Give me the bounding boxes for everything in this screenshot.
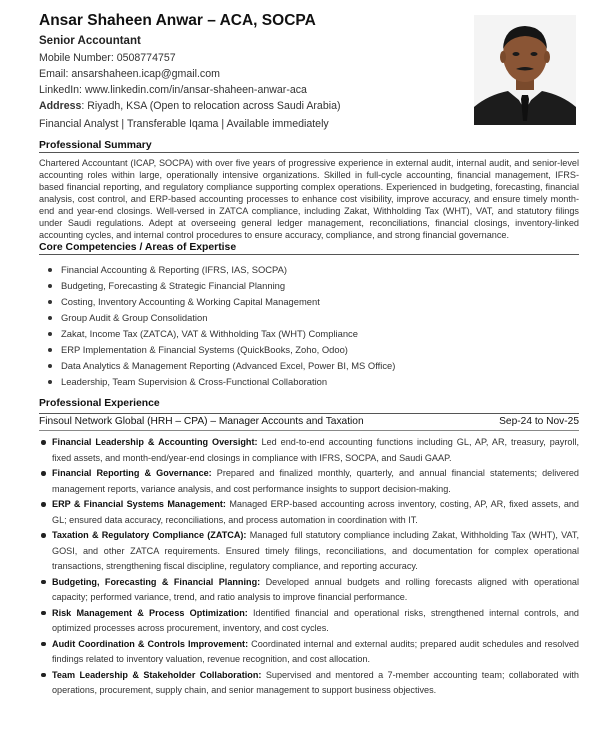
linkedin-url: LinkedIn: www.linkedin.com/in/ansar-shaheen-anwar-aca bbox=[39, 84, 307, 96]
list-item: Leadership, Team Supervision & Cross-Functional Collaboration bbox=[39, 374, 579, 390]
duty-text: Identified financial and operational risks, strengthened internal controls, and optimized processes across procurement, inventory, and cost cycles. bbox=[52, 607, 579, 633]
duties-list bbox=[39, 435, 579, 699]
address-value: : Riyadh, KSA (Open to relocation across Saudi Arabia) bbox=[81, 100, 341, 112]
duty-text: Managed ERP-based accounting across inventory, costing, AP, AR, fixed assets, and GL; ensured data accuracy, reconciliations, and process automation in coordination with IT. bbox=[52, 499, 579, 525]
competencies-list bbox=[39, 262, 579, 390]
job-header bbox=[39, 416, 579, 429]
duty-heading: Financial Leadership & Accounting Oversight: bbox=[52, 437, 258, 447]
list-item: Financial Accounting & Reporting (IFRS, IAS, SOCPA) bbox=[39, 262, 579, 278]
list-item bbox=[39, 466, 579, 497]
section-divider bbox=[39, 413, 579, 414]
duty-heading: Audit Coordination & Controls Improvement: bbox=[52, 638, 249, 649]
duty-text: Developed annual budgets and rolling forecasts aligned with operational capacity; performed variance, trend, and ratio analysis to improve financial performance. bbox=[52, 576, 579, 602]
list-item: Group Audit & Group Consolidation bbox=[39, 310, 579, 326]
summary-title: Professional Summary bbox=[39, 140, 152, 151]
list-item bbox=[39, 528, 579, 575]
section-divider bbox=[39, 254, 579, 255]
list-item bbox=[39, 668, 579, 699]
list-item bbox=[39, 497, 579, 528]
profile-photo bbox=[474, 15, 576, 125]
duty-text: Led end-to-end accounting functions including GL, AP, AR, treasury, payroll, fixed assets, and month-end/year-end closings in compliance with IFRS, SOCPA, and Saudi GAAP. bbox=[52, 437, 580, 463]
duty-text: Managed full statutory compliance including Zakat, Withholding Tax (WHT), VAT, GOSI, and other ZATCA requirements. Ensured timely filings, reconciliations, and documentation for complex operational transactions, strengthening fiscal discipline, regulatory compliance, and reporting accuracy. bbox=[52, 530, 579, 571]
duty-text: Supervised and mentored a 7-member accounting team; collaborated with operations, procurement, supply chain, and senior management to support business objectives. bbox=[52, 669, 579, 695]
job-role: Senior Accountant bbox=[39, 35, 141, 47]
email-address: Email: ansarshaheen.icap@gmail.com bbox=[39, 68, 220, 80]
list-item bbox=[39, 606, 579, 637]
tagline: Financial Analyst | Transferable Iqama | Available immediately bbox=[39, 118, 329, 130]
summary-text: Chartered Accountant (ICAP, SOCPA) with over five years of progressive experience in external audit, internal audit, and senior-level accounting roles within large, operationally intensive organizations. Skilled in full-cycle accounting, financial management, IFRS-based financial reporting, and regulatory compliance supporting complex operations. Experienced in budgeting, forecasting, financial analysis, cost control, and ERP-based accounting processes to enhance cost visibility, improve accuracy, and ensure timely month-end and year-end closings. Well-versed in ZATCA compliance, including Zakat, Withholding Tax (WHT), VAT, and statutory filings under Saudi regulations. Adept at overseeing general ledger management, reconciliations, financial closings, inventory-linked accounting cycles, and internal control procedures to ensure accuracy, compliance, and strong financial governance. bbox=[39, 158, 579, 240]
section-divider bbox=[39, 152, 579, 153]
competencies-section bbox=[39, 242, 579, 390]
list-item bbox=[39, 435, 579, 466]
resume-header bbox=[39, 0, 579, 140]
list-item: Budgeting, Forecasting & Strategic Financial Planning bbox=[39, 278, 579, 294]
address-line bbox=[39, 100, 341, 112]
address-label: Address bbox=[39, 100, 82, 112]
list-item: Zakat, Income Tax (ZATCA), VAT & Withholding Tax (WHT) Compliance bbox=[39, 326, 579, 342]
duty-heading: Budgeting, Forecasting & Financial Planning: bbox=[52, 576, 261, 587]
job-title: Finsoul Network Global (HRH – CPA) – Manager Accounts and Taxation bbox=[39, 416, 364, 427]
list-item bbox=[39, 637, 579, 668]
list-item: Costing, Inventory Accounting & Working Capital Management bbox=[39, 294, 579, 310]
list-item bbox=[39, 575, 579, 606]
experience-title: Professional Experience bbox=[39, 398, 160, 409]
duty-heading: Financial Reporting & Governance: bbox=[52, 468, 212, 478]
duty-text: Coordinated internal and external audits; prepared audit schedules and resolved findings related to inventory valuation, revenue recognition, and cost allocation. bbox=[52, 638, 579, 664]
experience-section bbox=[39, 398, 579, 699]
mobile-number: Mobile Number: 0508774757 bbox=[39, 52, 176, 64]
job-divider bbox=[39, 430, 579, 431]
list-item: ERP Implementation & Financial Systems (QuickBooks, Zoho, Odoo) bbox=[39, 342, 579, 358]
competencies-title: Core Competencies / Areas of Expertise bbox=[39, 242, 237, 253]
job-dates: Sep-24 to Nov-25 bbox=[499, 416, 579, 427]
duty-heading: Team Leadership & Stakeholder Collaboration: bbox=[52, 669, 262, 680]
duty-heading: Risk Management & Process Optimization: bbox=[52, 607, 248, 618]
duty-text: Prepared and finalized monthly, quarterly, and annual financial statements; delivered management reports, variance analysis, and cost performance insights to support decision-making. bbox=[52, 468, 579, 494]
duty-heading: ERP & Financial Systems Management: bbox=[52, 499, 226, 509]
list-item: Data Analytics & Management Reporting (Advanced Excel, Power BI, MS Office) bbox=[39, 358, 579, 374]
duty-heading: Taxation & Regulatory Compliance (ZATCA): bbox=[52, 530, 247, 540]
candidate-name: Ansar Shaheen Anwar – ACA, SOCPA bbox=[39, 12, 316, 29]
summary-section bbox=[39, 140, 579, 241]
